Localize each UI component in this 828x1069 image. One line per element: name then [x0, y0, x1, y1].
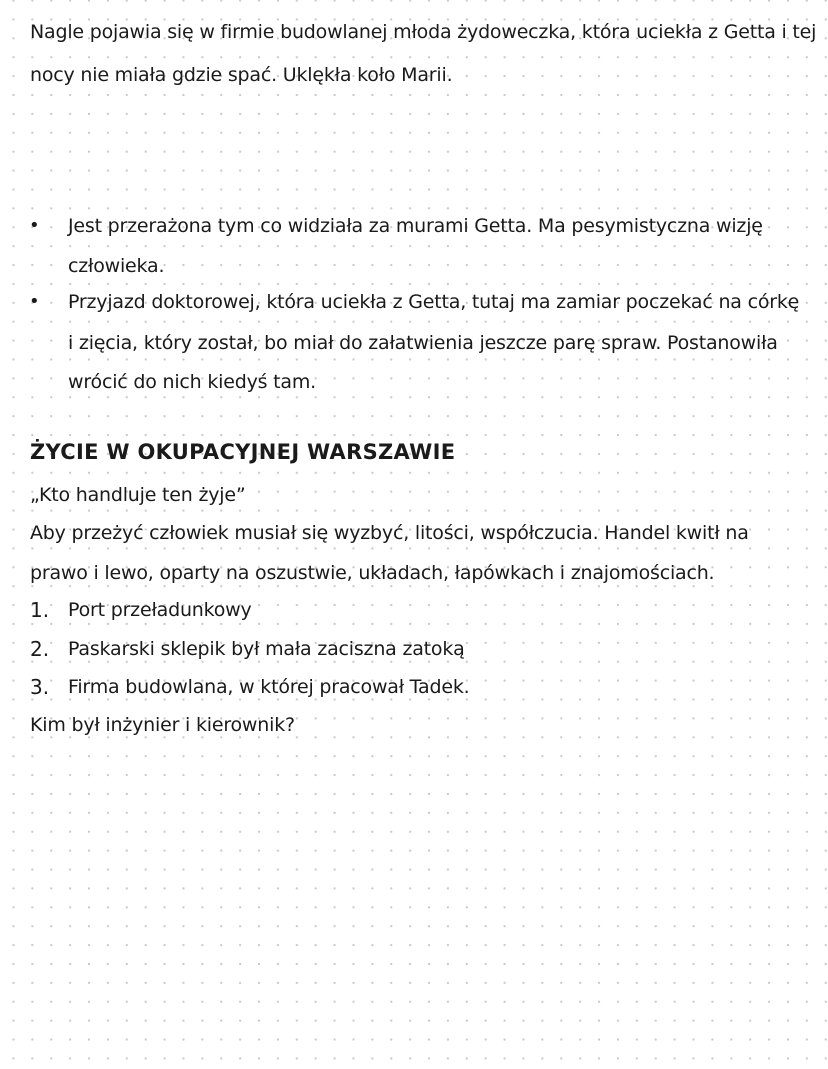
list-number: 2.: [30, 637, 50, 661]
bullet-icon: •: [29, 215, 40, 236]
list-number: 3.: [30, 675, 50, 699]
bullet-2-line-3: wrócić do nich kiedyś tam.: [68, 371, 316, 393]
list-text: Firma budowlana, w której pracował Tadek.: [68, 676, 470, 698]
paragraph-line-2: prawo i lewo, oparty na oszustwie, układach, łapówkach i znajomościach.: [30, 562, 715, 584]
list-text: Port przeładunkowy: [68, 599, 252, 621]
bullet-2-line-2: i zięcia, który został, bo miał do załatwienia jeszcze parę spraw. Postanowiła: [68, 332, 778, 354]
list-number: 1.: [30, 598, 50, 622]
bullet-icon: •: [29, 291, 40, 312]
paragraph-line-1: Aby przeżyć człowiek musiał się wyzbyć, litości, współczucia. Handel kwitł na: [30, 522, 749, 544]
quote-line: „Kto handluje ten żyje”: [30, 484, 246, 506]
bullet-1-line-1: Jest przerażona tym co widziała za murami Getta. Ma pesymistyczna wizję: [68, 215, 763, 237]
question-line: Kim był inżynier i kierownik?: [30, 714, 295, 736]
section-heading: ŻYCIE W OKUPACYJNEJ WARSZAWIE: [30, 440, 456, 464]
intro-line-1: Nagle pojawia się w firmie budowlanej młoda żydoweczka, która uciekła z Getta i tej: [30, 21, 817, 43]
bullet-1-line-2: człowieka.: [68, 255, 165, 277]
list-text: Paskarski sklepik był mała zaciszna zatoką: [68, 638, 465, 660]
intro-line-2: nocy nie miała gdzie spać. Uklękła koło Marii.: [30, 64, 453, 86]
bullet-2-line-1: Przyjazd doktorowej, która uciekła z Getta, tutaj ma zamiar poczekać na córkę: [68, 291, 800, 313]
